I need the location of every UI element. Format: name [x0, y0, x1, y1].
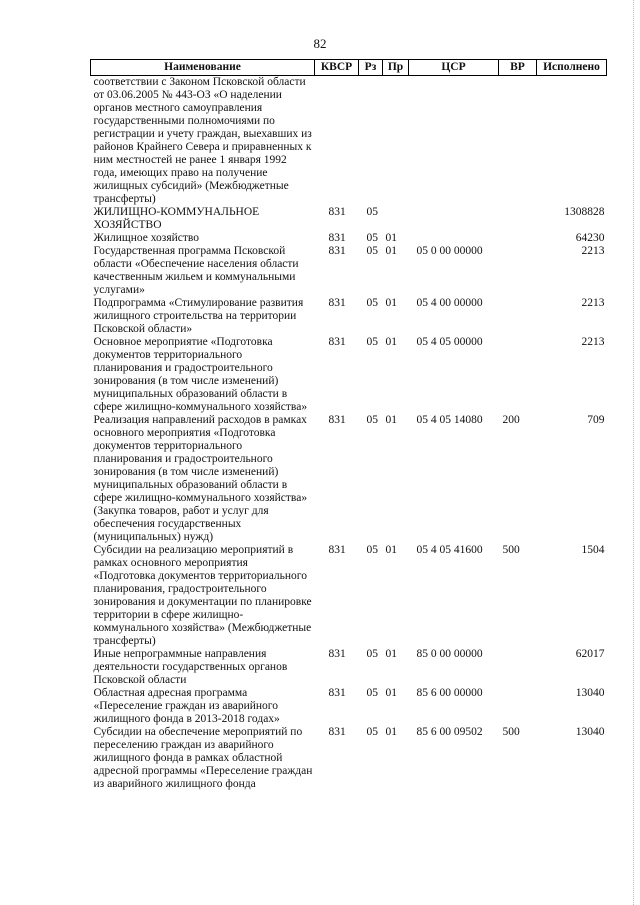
cell-pr: 01: [385, 648, 397, 660]
cell-kvsr: 831: [328, 648, 346, 660]
table-row: [91, 245, 607, 297]
cell-isp: 64230: [575, 232, 605, 244]
cell-rz: 05: [366, 206, 378, 218]
cell-isp: 2213: [581, 245, 605, 257]
table-row: [91, 648, 607, 687]
cell-csr: 05 4 05 14080: [416, 414, 483, 426]
cell-rz: [359, 76, 383, 207]
cell-csr: 05 4 05 41600: [416, 544, 483, 556]
cell-kvsr: [315, 76, 359, 207]
cell-name: Субсидии на реализацию мероприятий в рамках основного мероприятия «Подготовка документов территориального планирования, градостроительного зонирования и документации по планировке территории в сфере жилищно-коммунального хозяйства» (Межбюджетные трансферты): [93, 544, 312, 647]
cell-kvsr: 831: [328, 206, 346, 218]
cell-pr: 01: [385, 336, 397, 348]
cell-kvsr: 831: [328, 414, 346, 426]
page-number: 82: [313, 36, 327, 51]
cell-csr: [409, 232, 499, 245]
table-header: [91, 60, 607, 76]
budget-table: [90, 59, 607, 791]
cell-vr: [499, 245, 537, 297]
table-row: [91, 544, 607, 648]
cell-csr: 85 6 00 00000: [416, 687, 483, 699]
cell-name: Иные непрограммные направления деятельности государственных органов Псковской области: [93, 648, 288, 686]
header-kvsr: КВСР: [315, 60, 359, 76]
cell-name: Государственная программа Псковской области «Обеспечение населения области качественным жильем и коммунальными услугами»: [93, 245, 299, 296]
cell-vr: [499, 336, 537, 414]
table-row: [91, 76, 607, 207]
cell-rz: 05: [366, 232, 378, 244]
cell-vr: 200: [502, 414, 520, 426]
cell-pr: 01: [385, 245, 397, 257]
cell-rz: 05: [366, 297, 378, 309]
cell-name: Областная адресная программа «Переселение граждан из аварийного жилищного фонда в 2013-2018 годах»: [93, 687, 280, 725]
cell-kvsr: 831: [328, 687, 346, 699]
table-row: [91, 414, 607, 544]
header-vr: ВР: [499, 60, 537, 76]
cell-rz: 05: [366, 687, 378, 699]
cell-vr: 500: [502, 544, 520, 556]
cell-pr: 01: [385, 544, 397, 556]
cell-pr: 01: [385, 232, 397, 244]
cell-isp: 2213: [581, 336, 605, 348]
cell-name: Жилищное хозяйство: [93, 232, 200, 244]
cell-vr: [499, 206, 537, 232]
header-isp: Исполнено: [537, 60, 607, 76]
header-name: Наименование: [91, 60, 315, 76]
table-row: [91, 297, 607, 336]
cell-kvsr: 831: [328, 297, 346, 309]
cell-rz: 05: [366, 648, 378, 660]
cell-pr: 01: [385, 297, 397, 309]
cell-isp: 709: [587, 414, 605, 426]
cell-isp: 1308828: [564, 206, 605, 218]
cell-rz: 05: [366, 336, 378, 348]
cell-name: Основное мероприятие «Подготовка документов территориального планирования и градостроительного зонирования (в том числе изменений) муниципальных образований области в сфере жилищно-коммунального хозяйства»: [93, 336, 308, 413]
budget-table-container: [90, 59, 606, 791]
cell-name: Реализация направлений расходов в рамках основного мероприятия «Подготовка документов территориального планирования и градостроительного зонирования (в том числе изменений) муниципальных образований области в сфере жилищно-коммунального хозяйства» (Закупка товаров, работ и услуг для обеспечения государственных (муниципальных) нужд): [93, 414, 308, 543]
table-row: [91, 232, 607, 245]
table-body: [91, 76, 607, 792]
table-row: [91, 206, 607, 232]
header-pr: Пр: [383, 60, 409, 76]
cell-kvsr: 831: [328, 336, 346, 348]
cell-vr: [499, 232, 537, 245]
cell-isp: [537, 76, 607, 207]
cell-kvsr: 831: [328, 245, 346, 257]
header-csr: ЦСР: [409, 60, 499, 76]
cell-csr: 05 0 00 00000: [416, 245, 483, 257]
cell-isp: 13040: [575, 726, 605, 738]
table-row: [91, 687, 607, 726]
header-rz: Рз: [359, 60, 383, 76]
cell-vr: [499, 76, 537, 207]
cell-vr: [499, 648, 537, 687]
cell-name: ЖИЛИЩНО-КОММУНАЛЬНОЕ ХОЗЯЙСТВО: [93, 206, 260, 231]
cell-vr: [499, 687, 537, 726]
cell-vr: [499, 297, 537, 336]
cell-csr: 05 4 00 00000: [416, 297, 483, 309]
cell-isp: 1504: [581, 544, 605, 556]
cell-csr: 85 6 00 09502: [416, 726, 483, 738]
cell-isp: 13040: [575, 687, 605, 699]
cell-name: Субсидии на обеспечение мероприятий по переселению граждан из аварийного жилищного фонда в рамках областной адресной программы «Переселение граждан из аварийного жилищного фонда: [93, 726, 313, 790]
cell-csr: [409, 76, 499, 207]
cell-isp: 62017: [575, 648, 605, 660]
cell-pr: 01: [385, 414, 397, 426]
cell-isp: 2213: [581, 297, 605, 309]
cell-csr: [409, 206, 499, 232]
cell-pr: [383, 206, 409, 232]
cell-rz: 05: [366, 544, 378, 556]
header-row: [91, 60, 607, 76]
cell-csr: 05 4 05 00000: [416, 336, 483, 348]
cell-rz: 05: [366, 245, 378, 257]
cell-kvsr: 831: [328, 544, 346, 556]
cell-pr: 01: [385, 687, 397, 699]
table-row: [91, 336, 607, 414]
cell-kvsr: 831: [328, 726, 346, 738]
cell-vr: 500: [502, 726, 520, 738]
cell-csr: 85 0 00 00000: [416, 648, 483, 660]
table-row: [91, 726, 607, 791]
cell-kvsr: 831: [328, 232, 346, 244]
cell-rz: 05: [366, 726, 378, 738]
cell-pr: [383, 76, 409, 207]
cell-name: Подпрограмма «Стимулирование развития жилищного строительства на территории Псковской области»: [93, 297, 304, 335]
scan-edge-divider: [632, 0, 634, 905]
cell-name: соответствии с Законом Псковской области от 03.06.2005 № 443-ОЗ «О наделении органов местного самоуправления государственными полномочиями по регистрации и учету граждан, выехавших из районов Крайнего Севера и приравненных к ним местностей не ранее 1 января 1992 года, имеющих право на получение жилищных субсидий» (Межбюджетные трансферты): [93, 76, 312, 205]
cell-pr: 01: [385, 726, 397, 738]
cell-rz: 05: [366, 414, 378, 426]
